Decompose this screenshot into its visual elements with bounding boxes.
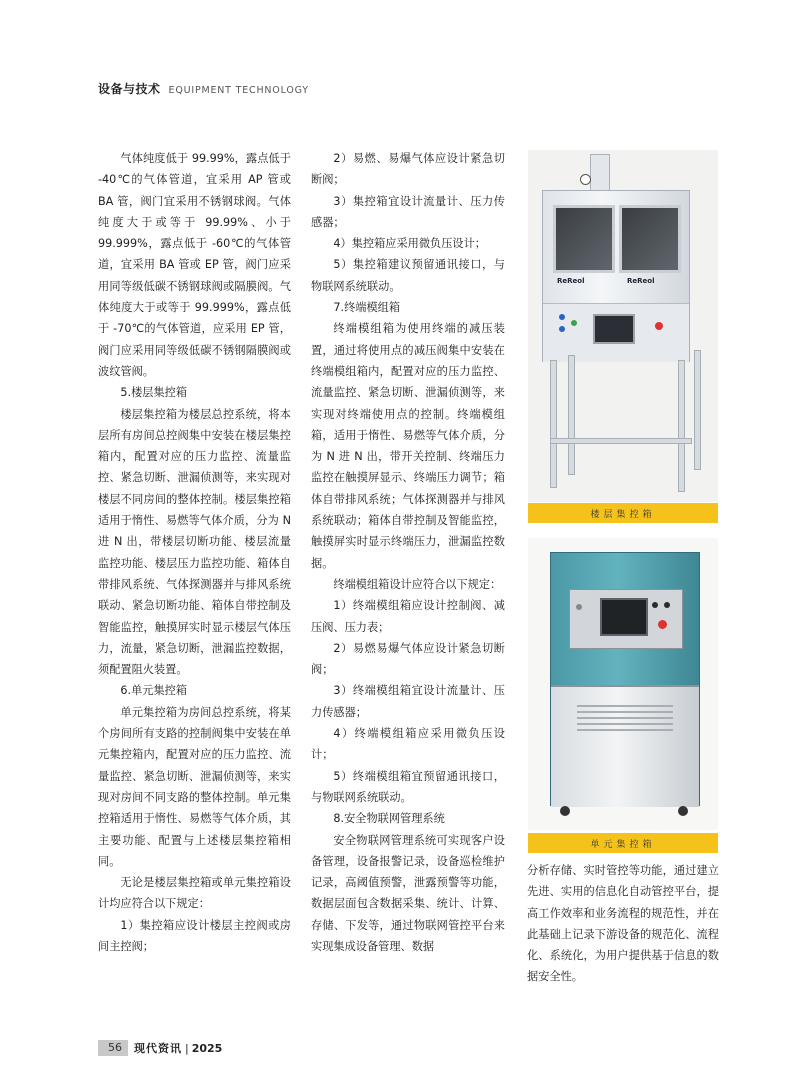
control-panel (543, 303, 689, 362)
cabinet-crossbar (550, 438, 692, 444)
vent-slot (577, 705, 673, 707)
control-panel (569, 589, 683, 649)
indicator-light-icon (559, 314, 565, 320)
magazine-name: 现代资讯 (134, 1042, 182, 1055)
cabinet-leg (550, 360, 557, 488)
caster-wheel-icon (560, 806, 570, 816)
paragraph: 3）终端模组箱宜设计流量计、压力传感器； (311, 684, 505, 719)
emergency-stop-icon (655, 322, 663, 330)
paragraph: 单元集控箱为房间总控系统，将某个房间所有支路的控制阀集中安装在单元集控箱内，配置对应的压力监控、流量监控、紧急切断、泄漏侦测等，来实现对房间不同支路的整体控制。单元集控箱适用于惰性、易燃等气体介质，其主要功能、配置与上述楼层集控箱相同。 (98, 705, 291, 868)
paragraph: 4）终端模组箱应采用微负压设计； (311, 727, 505, 762)
publication-year: 2025 (191, 1041, 223, 1055)
floor-cabinet-image (528, 150, 718, 502)
footer-divider: | (185, 1041, 189, 1055)
paragraph: 分析存储、实时管控等功能，通过建立先进、实用的信息化自动管控平台，提高工作效率和业务流程的规范性，并在此基础上记录下游设备的规范化、流程化、系统化，为用户提供基于信息的数据安全性。 (527, 864, 719, 984)
caster-wheel-icon (678, 806, 688, 816)
paragraph: 2）易燃、易爆气体应设计紧急切断阀； (311, 152, 505, 187)
paragraph: 2）易燃易爆气体应设计紧急切断阀； (311, 641, 505, 677)
paragraph: 6.单元集控箱 (120, 684, 188, 698)
touch-screen (600, 598, 648, 636)
brand-label-right: ReReol (627, 277, 655, 285)
brand-label-left: ReReol (557, 277, 585, 285)
paragraph: 终端模组箱设计应符合以下规定： (333, 577, 502, 591)
page-number: 56 (98, 1040, 128, 1056)
switch-icon (664, 602, 670, 608)
cabinet-window-left (553, 205, 615, 273)
paragraph: 5.楼层集控箱 (120, 386, 188, 400)
section-title-cn: 设备与技术 (98, 82, 161, 96)
text-column-3 (527, 860, 719, 988)
paragraph: 气体纯度低于 99.99%，露点低于 -40℃的气体管道，宜采用 AP 管或 BA 管，阀门宜采用不锈钢球阀。气体纯度大于或等于 99.99%、小于 99.999%，露点低于 -60℃的气体管道，宜采用 BA 管或 EP 管，阀门应采用同等级低碳不锈钢球阀或隔膜阀。气体纯度大于或等于 99.999%，露点低于 -70℃的气体管道，应采用 EP 管，阀门应采用同等级低碳不锈钢隔膜阀或波纹管阀。 (98, 152, 291, 378)
cabinet-window-right (619, 205, 681, 273)
cabinet-lower-door (551, 685, 699, 807)
paragraph: 1）集控箱应设计楼层主控阀或房间主控阀； (98, 918, 291, 953)
section-title-en: EQUIPMENT TECHNOLOGY (168, 85, 309, 96)
cabinet-body (550, 552, 700, 806)
pressure-gauge-icon (580, 174, 591, 185)
text-column-2 (311, 148, 505, 957)
unit-cabinet-image (528, 538, 718, 830)
paragraph: 终端模组箱为使用终端的减压装置，通过将使用点的减压阀集中安装在终端模组箱内，配置对应的压力监控、流量监控、紧急切断、泄漏侦测等，来实现对终端使用点的控制。终端模组箱，适用于惰性、易燃等气体介质，分为 N 进 N 出，带开关控制、终端压力监控在触摸屏显示、终端压力调节；箱体自带排风系统；气体探测器并与排风系统联动；箱体自带控制及智能监控，触摸屏实时显示终端压力，泄漏监控数据。 (311, 322, 505, 570)
paragraph: 5）集控箱建议预留通讯接口，与物联网系统联动。 (311, 258, 505, 293)
paragraph: 无论是楼层集控箱或单元集控箱设计均应符合以下规定： (98, 876, 291, 911)
paragraph: 4）集控箱应采用微负压设计； (333, 237, 486, 251)
figure-caption-2: 单元集控箱 (528, 833, 718, 853)
section-header (98, 80, 309, 97)
paragraph: 5）终端模组箱宜预留通讯接口，与物联网系统联动。 (311, 769, 505, 804)
switch-icon (652, 602, 658, 608)
paragraph: 楼层集控箱为楼层总控系统，将本层所有房间总控阀集中安装在楼层集控箱内，配置对应的压力监控、流量监控、紧急切断、泄漏侦测等，来实现对楼层不同房间的整体控制。楼层集控箱适用于惰性、易燃等气体介质，分为 N 进 N 出，带楼层切断功能、楼层流量监控功能、楼层压力监控功能、箱体自带排风系统、气体探测器并与排风系统联动、紧急切断功能、箱体自带控制及智能监控，触摸屏实时显示楼层气体压力，流量，紧急切断，泄漏监控数据，须配置阻火装置。 (98, 407, 291, 677)
text-column-1 (98, 148, 291, 957)
paragraph: 3）集控箱宜设计流量计、压力传感器； (311, 194, 505, 229)
vent-slot (577, 717, 673, 719)
cabinet-leg (568, 355, 575, 475)
cabinet-leg (694, 350, 701, 470)
paragraph: 7.终端模组箱 (333, 301, 401, 315)
cabinet-body (542, 190, 690, 362)
page-footer (98, 1040, 222, 1056)
paragraph: 8.安全物联网管理系统 (333, 812, 445, 826)
vent-slot (577, 723, 673, 725)
vent-slot (577, 729, 673, 731)
indicator-light-icon (559, 326, 565, 332)
indicator-light-icon (576, 604, 582, 610)
figure-caption-1: 楼层集控箱 (528, 503, 718, 523)
touch-screen (593, 314, 635, 344)
cabinet-leg (678, 360, 685, 492)
vent-slot (577, 711, 673, 713)
paragraph: 安全物联网管理系统可实现客户设备管理，设备报警记录，设备巡检维护记录，高阈值预警，泄露预警等功能，数据层面包含数据采集、统计、计算、存储、下发等，通过物联网管控平台来实现集成设备管理、数据 (311, 833, 505, 953)
emergency-stop-icon (658, 620, 667, 629)
indicator-light-icon (571, 320, 577, 326)
paragraph: 1）终端模组箱应设计控制阀、减压阀、压力表； (311, 599, 505, 634)
